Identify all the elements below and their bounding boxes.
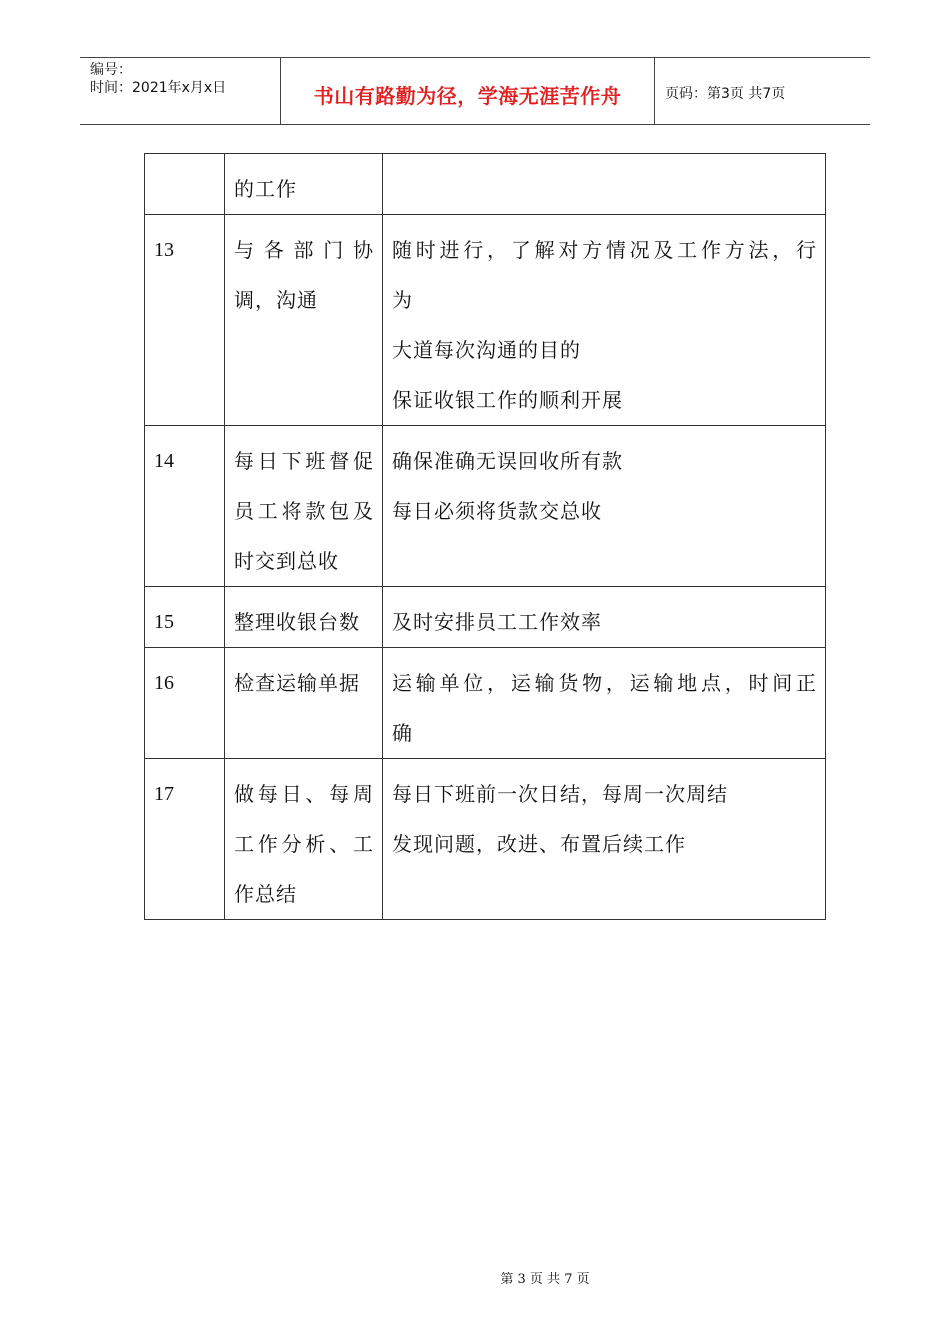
detail-line: 及时安排员工工作效率 [392,610,602,634]
row-number-cell [145,587,225,648]
task-cell [225,154,383,215]
task-line: 做每日、每周 [234,782,374,806]
duty-table [144,153,826,920]
table-row [145,426,826,587]
task-line: 工作分析、工 [234,832,374,856]
row-number: 15 [154,611,174,633]
table-row [145,648,826,759]
task-cell [225,426,383,587]
detail-cell [383,215,826,426]
document-time-label: 时间：2021年x月x日 [90,80,227,96]
task-cell [225,648,383,759]
page-footer: 第 3 页 共 7 页 [500,1272,590,1287]
detail-line: 运输单位，运输货物，运输地点，时间正 [392,671,817,695]
task-line: 调，沟通 [234,288,318,312]
document-number-label: 编号： [90,62,132,78]
detail-line: 确 [392,721,413,745]
task-line: 整理收银台数 [234,610,360,634]
task-cell [225,587,383,648]
table-row [145,215,826,426]
table-row [145,587,826,648]
detail-line: 大道每次沟通的目的 [392,338,581,362]
detail-cell [383,426,826,587]
row-number: 14 [154,450,174,472]
row-number-cell [145,648,225,759]
task-line: 的工作 [234,177,297,201]
row-number-cell [145,154,225,215]
detail-line: 每日下班前一次日结，每周一次周结 [392,782,728,806]
document-header [80,57,870,125]
row-number-cell [145,759,225,920]
header-meta [80,58,281,124]
row-number [154,164,216,214]
header-page-info: 页码：第3页 共7页 [665,86,786,102]
task-cell [225,215,383,426]
task-line: 作总结 [234,882,297,906]
detail-line [392,164,817,214]
detail-cell [383,587,826,648]
task-line: 每日下班督促 [234,449,374,473]
detail-cell [383,759,826,920]
detail-line: 为 [392,288,413,312]
detail-line: 随时进行，了解对方情况及工作方法，行 [392,238,817,262]
table-row [145,759,826,920]
task-line: 检查运输单据 [234,671,360,695]
task-line: 员工将款包及 [234,499,374,523]
row-number-cell [145,215,225,426]
table-row [145,154,826,215]
duty-table-body [145,154,826,920]
row-number: 16 [154,672,174,694]
detail-line: 确保准确无误回收所有款 [392,449,623,473]
detail-cell [383,648,826,759]
detail-line: 保证收银工作的顺利开展 [392,388,623,412]
detail-cell [383,154,826,215]
task-cell [225,759,383,920]
row-number-cell [145,426,225,587]
row-number: 13 [154,239,174,261]
detail-line: 发现问题，改进、布置后续工作 [392,832,686,856]
header-motto: 书山有路勤为径，学海无涯苦作舟 [281,58,655,124]
detail-line: 每日必须将货款交总收 [392,499,602,523]
task-line: 与各部门协 [234,238,374,262]
task-line: 时交到总收 [234,549,339,573]
row-number: 17 [154,783,174,805]
